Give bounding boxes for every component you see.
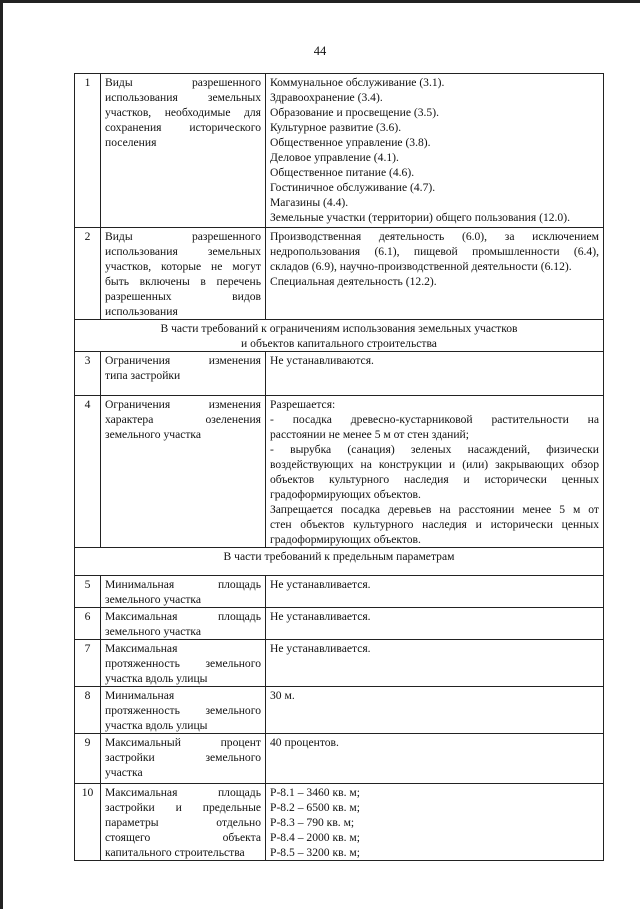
row-number: 7 (75, 640, 101, 687)
parameter-name-line: использования земельных (105, 245, 261, 258)
parameter-name (101, 352, 266, 396)
parameter-value-line: градоформирующих объектов. (270, 488, 421, 501)
parameter-value-line: Р-8.4 – 2000 кв. м; (270, 831, 360, 844)
parameter-value-line: Разрешается: (270, 398, 336, 411)
parameter-name-line: параметры отдельно (105, 816, 261, 829)
parameter-value-line: Р-8.5 – 3200 кв. м; (270, 846, 360, 859)
section-header-line: В части требований к ограничениям использования земельных участков (160, 322, 518, 335)
section-header-row (75, 548, 604, 576)
parameter-name-line: Максимальная площадь (105, 786, 261, 799)
parameter-value-line: Общественное управление (3.8). (270, 136, 431, 149)
parameter-value-line: объектов культурного наследия и исторически ценных (270, 473, 599, 486)
parameter-value-line: Не устанавливается. (270, 642, 371, 655)
parameter-name-line: капитального строительства (105, 846, 245, 859)
table-row (75, 228, 604, 320)
parameter-value (266, 687, 604, 734)
parameter-name-line: застройки земельного (105, 751, 261, 764)
parameter-name (101, 687, 266, 734)
parameter-name-line: сохранения исторического (105, 121, 261, 134)
parameter-value-line: 30 м. (270, 689, 295, 702)
parameter-name-line: участков, необходимые для (105, 106, 261, 119)
parameter-name (101, 734, 266, 784)
parameter-value-line: Специальная деятельность (12.2). (270, 275, 437, 288)
section-header-row (75, 320, 604, 352)
parameter-value-line: Здравоохранение (3.4). (270, 91, 383, 104)
parameter-value-line: Не устанавливается. (270, 610, 371, 623)
parameter-name-line: типа застройки (105, 369, 181, 382)
table-row (75, 608, 604, 640)
parameter-name-line: застройки и предельные (105, 801, 261, 814)
parameter-name-line: Виды разрешенного (105, 76, 261, 89)
section-header (75, 320, 604, 352)
parameter-value-line: 40 процентов. (270, 736, 339, 749)
table-row (75, 687, 604, 734)
parameter-value-line: Деловое управление (4.1). (270, 151, 399, 164)
row-number: 1 (75, 74, 101, 228)
parameter-value-line: Коммунальное обслуживание (3.1). (270, 76, 445, 89)
parameter-value-line: расстоянии не менее 5 м от стен зданий; (270, 428, 469, 441)
parameter-value-line: Общественное питание (4.6). (270, 166, 415, 179)
parameter-value (266, 228, 604, 320)
parameter-name-line: земельного участка (105, 593, 202, 606)
table-row (75, 396, 604, 548)
parameter-name (101, 784, 266, 861)
parameter-value-line: Образование и просвещение (3.5). (270, 106, 439, 119)
row-number: 10 (75, 784, 101, 861)
table-row (75, 640, 604, 687)
parameter-value-line: Гостиничное обслуживание (4.7). (270, 181, 436, 194)
parameter-value-line: - посадка древесно-кустарниковой растительности на (270, 413, 599, 426)
row-number: 2 (75, 228, 101, 320)
parameter-name-line: Ограничения изменения (105, 354, 261, 367)
parameter-name-line: Максимальная площадь (105, 610, 261, 623)
parameter-name (101, 396, 266, 548)
parameter-name-line: разрешенных видов (105, 290, 261, 303)
parameter-value-line: Не устанавливается. (270, 578, 371, 591)
row-number: 8 (75, 687, 101, 734)
parameter-name-line: Минимальная площадь (105, 578, 261, 591)
parameter-value-line: недропользования (6.1), пищевой промышленности (6.4), (270, 245, 599, 258)
parameter-name-line: участка (105, 766, 143, 779)
table-row (75, 576, 604, 608)
parameter-value-line: Магазины (4.4). (270, 196, 349, 209)
table-row (75, 784, 604, 861)
parameter-name (101, 608, 266, 640)
parameter-value-line: Запрещается посадка деревьев на расстоянии менее 5 м от (270, 503, 599, 516)
row-number: 9 (75, 734, 101, 784)
page-number: 44 (313, 44, 327, 58)
row-number: 5 (75, 576, 101, 608)
row-number: 6 (75, 608, 101, 640)
parameter-name-line: земельного участка (105, 428, 202, 441)
parameter-name-line: земельного участка (105, 625, 202, 638)
parameter-name-line: характера озеленения (105, 413, 261, 426)
parameter-name (101, 228, 266, 320)
parameter-value (266, 396, 604, 548)
parameter-value-line: Не устанавливаются. (270, 354, 374, 367)
parameter-name-line: Минимальная (105, 689, 175, 702)
parameter-name (101, 640, 266, 687)
parameter-value-line: Р-8.3 – 790 кв. м; (270, 816, 355, 829)
parameter-name-line: Максимальный процент (105, 736, 261, 749)
parameter-value (266, 576, 604, 608)
row-number: 3 (75, 352, 101, 396)
table-row (75, 352, 604, 396)
parameter-name-line: Ограничения изменения (105, 398, 261, 411)
parameter-value-line: Производственная деятельность (6.0), за исключением (270, 230, 599, 243)
parameter-name-line: быть включены в перечень (105, 275, 261, 288)
parameter-value-line: Р-8.1 – 3460 кв. м; (270, 786, 360, 799)
parameter-name-line: поселения (105, 136, 157, 149)
parameter-value-line: Земельные участки (территории) общего пользования (12.0). (270, 211, 570, 224)
parameter-name-line: участка вдоль улицы (105, 719, 208, 732)
parameter-name (101, 576, 266, 608)
parameter-value-line: градоформирующих объектов. (270, 533, 421, 546)
parameter-name-line: протяженность земельного (105, 657, 261, 670)
parameter-value-line: Культурное развитие (3.6). (270, 121, 402, 134)
parameter-value-line: стен объектов культурного наследия и исторически ценных (270, 518, 599, 531)
parameter-value (266, 784, 604, 861)
parameter-name-line: использования (105, 305, 178, 318)
requirements-table (74, 73, 604, 861)
table-row (75, 734, 604, 784)
section-header-line: и объектов капитального строительства (241, 337, 437, 350)
parameter-name-line: протяженность земельного (105, 704, 261, 717)
parameter-name-line: участков, которые не могут (105, 260, 261, 273)
parameter-value (266, 734, 604, 784)
parameter-value (266, 74, 604, 228)
parameter-value (266, 352, 604, 396)
table-row (75, 74, 604, 228)
section-header-line: В части требований к предельным параметрам (223, 550, 455, 563)
parameter-name (101, 74, 266, 228)
parameter-value (266, 608, 604, 640)
parameter-name-line: участка вдоль улицы (105, 672, 208, 685)
row-number: 4 (75, 396, 101, 548)
parameter-value-line: - вырубка (санация) зеленых насаждений, физически (270, 443, 599, 456)
parameter-name-line: Виды разрешенного (105, 230, 261, 243)
parameter-value-line: складов (6.9), научно-производственной деятельности (6.12). (270, 260, 572, 273)
parameter-name-line: стоящего объекта (105, 831, 261, 844)
parameter-name-line: использования земельных (105, 91, 261, 104)
parameter-value (266, 640, 604, 687)
parameter-value-line: воздействующих на конструкции и (или) закрывающих обзор (270, 458, 599, 471)
parameter-name-line: Максимальная (105, 642, 178, 655)
parameter-value-line: Р-8.2 – 6500 кв. м; (270, 801, 360, 814)
section-header (75, 548, 604, 576)
